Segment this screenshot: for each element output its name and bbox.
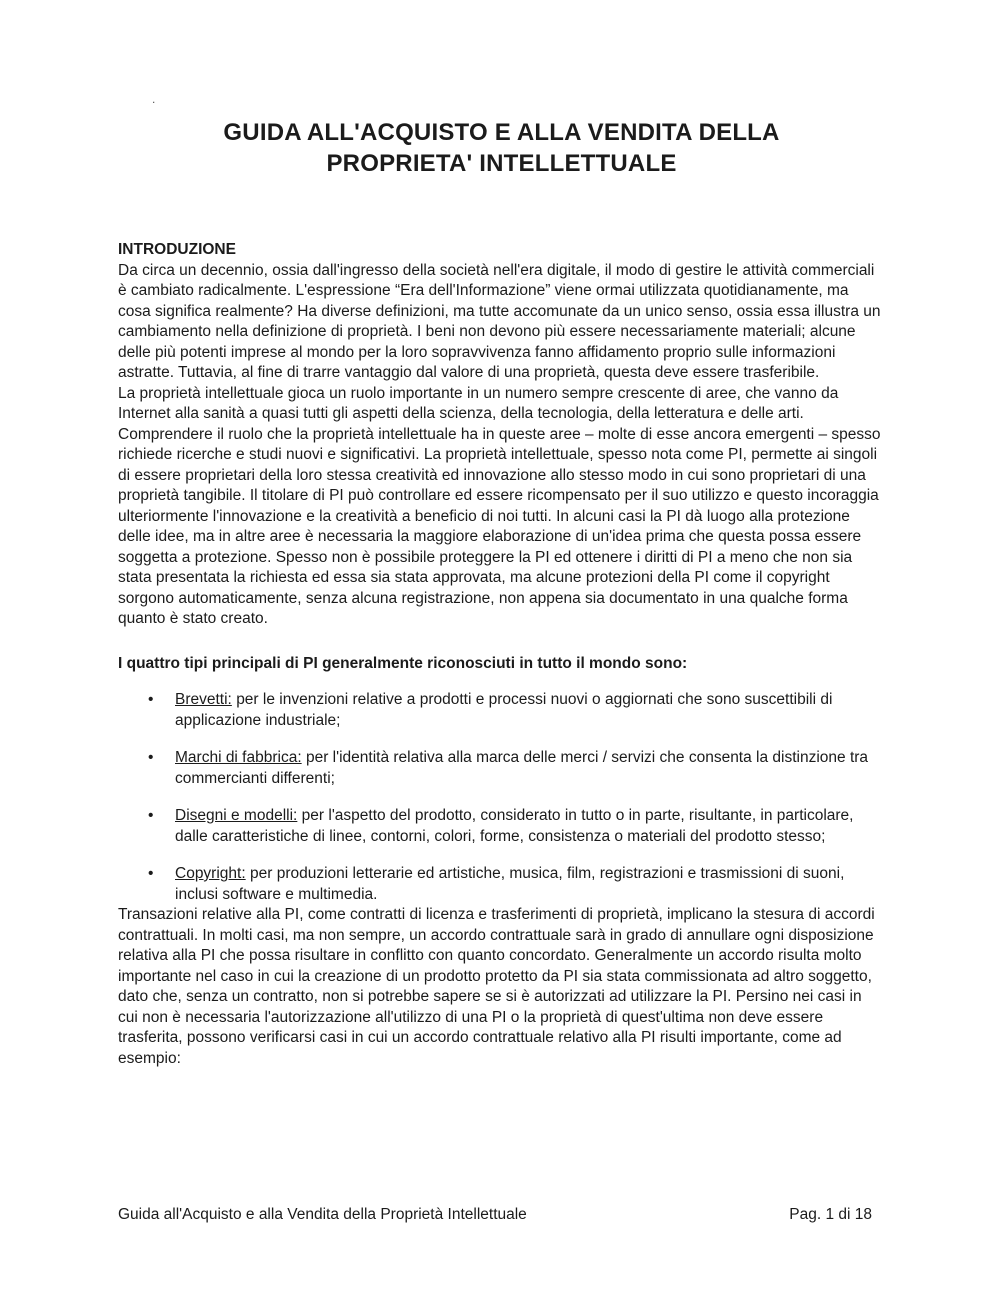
- document-title-line-2: PROPRIETA' INTELLETTUALE: [326, 150, 677, 177]
- list-item-text: per l'aspetto del prodotto, considerato in tutto o in parte, risultante, in particolare, dalle caratteristiche di linee, contorni, colori, forme, consistenza o materiali del prodotto stesso;: [175, 807, 854, 845]
- list-heading-four-pi-types: I quattro tipi principali di PI generalmente riconosciuti in tutto il mondo sono:: [118, 654, 688, 672]
- paragraph-ip-role: La proprietà intellettuale gioca un ruolo importante in un numero sempre crescente di aree, che vanno da Internet alla sanità a quasi tutti gli aspetti della scienza, della tecnologia, della letteratura e delle arti. Comprendere il ruolo che la proprietà intellettuale ha in queste aree – molte di esse ancora emergenti – spesso richiede ricerche e studi nuovi e significativi. La proprietà intellettuale, spesso nota come PI, permette ai singoli di essere proprietari della loro stessa creatività ed innovazione allo stesso modo in cui sono proprietari di una proprietà tangibile. Il titolare di PI può controllare ed essere ricompensato per il suo utilizzo e questo incoraggia ulteriormente l'innovazione e la creatività a beneficio di noi tutti. In alcuni casi la PI dà luogo alla protezione delle idee, ma in altre aree è necessaria la maggiore elaborazione di un'idea prima che questa possa essere soggetta a protezione. Spesso non è possibile proteggere la PI ed ottenere i diritti di PI a meno che non sia stata presentata la richiesta ed essa sia stata approvata, ma alcune protezioni della PI come il copyright sorgono automaticamente, senza alcuna registrazione, non appena sia documentato in una qualche forma quanto è stato creato.: [118, 384, 881, 627]
- list-item-disegni: [118, 806, 885, 847]
- list-item-term: Copyright:: [175, 865, 246, 882]
- paragraph-digital-era: Da circa un decennio, ossia dall'ingresso della società nell'era digitale, il modo di gestire le attività commerciali è cambiato radicalmente. L'espressione “Era dell'Informazione” viene ormai utilizzata quotidianamente, ma cosa significa realmente? Ha diverse definizioni, ma tutte accomunate da un unico senso, ossia essa illustra un cambiamento nella definizione di proprietà. I beni non devono più essere necessariamente materiali; alcune delle più potenti imprese al mondo per la loro sopravvivenza fanno affidamento proprio sulle informazioni astratte. Tuttavia, al fine di trarre vantaggio dal valore di una proprietà, questa deve essere trasferibile.: [118, 261, 881, 381]
- section-heading-introduzione: INTRODUZIONE: [118, 241, 236, 258]
- list-item-term: Brevetti:: [175, 691, 232, 708]
- bullet-icon: •: [148, 749, 154, 766]
- pi-types-list: [118, 690, 885, 905]
- stray-mark: .: [152, 92, 156, 106]
- page-footer: [118, 1205, 872, 1226]
- footer-document-title: Guida all'Acquisto e alla Vendita della Proprietà Intellettuale: [118, 1206, 527, 1223]
- list-item-text: per le invenzioni relative a prodotti e processi nuovi o aggiornati che sono suscettibili di applicazione industriale;: [175, 691, 833, 729]
- footer-page-number: Pag. 1 di 18: [789, 1206, 872, 1223]
- list-item-text: per produzioni letterarie ed artistiche, musica, film, registrazioni e trasmissioni di suoni, inclusi software e multimedia.: [175, 865, 845, 903]
- document-content: [118, 0, 885, 1069]
- list-item-brevetti: [118, 690, 885, 731]
- bullet-icon: •: [148, 691, 154, 708]
- bullet-icon: •: [148, 807, 154, 824]
- bullet-icon: •: [148, 865, 154, 882]
- list-item-term: Disegni e modelli:: [175, 807, 298, 824]
- list-item-term: Marchi di fabbrica:: [175, 749, 302, 766]
- list-item-text: per l'identità relativa alla marca delle merci / servizi che consenta la distinzione tra commercianti differenti;: [175, 749, 869, 787]
- list-item-copyright: [118, 864, 885, 905]
- list-item-marchi: [118, 748, 885, 789]
- paragraph-transactions: Transazioni relative alla PI, come contratti di licenza e trasferimenti di proprietà, implicano la stesura di accordi contrattuali. In molti casi, ma non sempre, un accordo contrattuale sarà in grado di annullare ogni disposizione relativa alla PI che possa risultare in conflitto con quanto concordato. Generalmente un accordo risulta molto importante nel caso in cui la creazione di un prodotto protetto da PI sia stata commissionata ad altro soggetto, dato che, senza un contratto, non si potrebbe sapere se si è autorizzati ad utilizzare la PI. Persino nei casi in cui non è necessaria l'autorizzazione all'utilizzo di una PI o la proprietà di quest'ultima non deve essere trasferita, possono verificarsi casi in cui un accordo contrattuale relativo alla PI risulti importante, come ad esempio:: [118, 906, 875, 1067]
- document-title-line-1: GUIDA ALL'ACQUISTO E ALLA VENDITA DELLA: [223, 119, 780, 146]
- document-title: [118, 117, 885, 179]
